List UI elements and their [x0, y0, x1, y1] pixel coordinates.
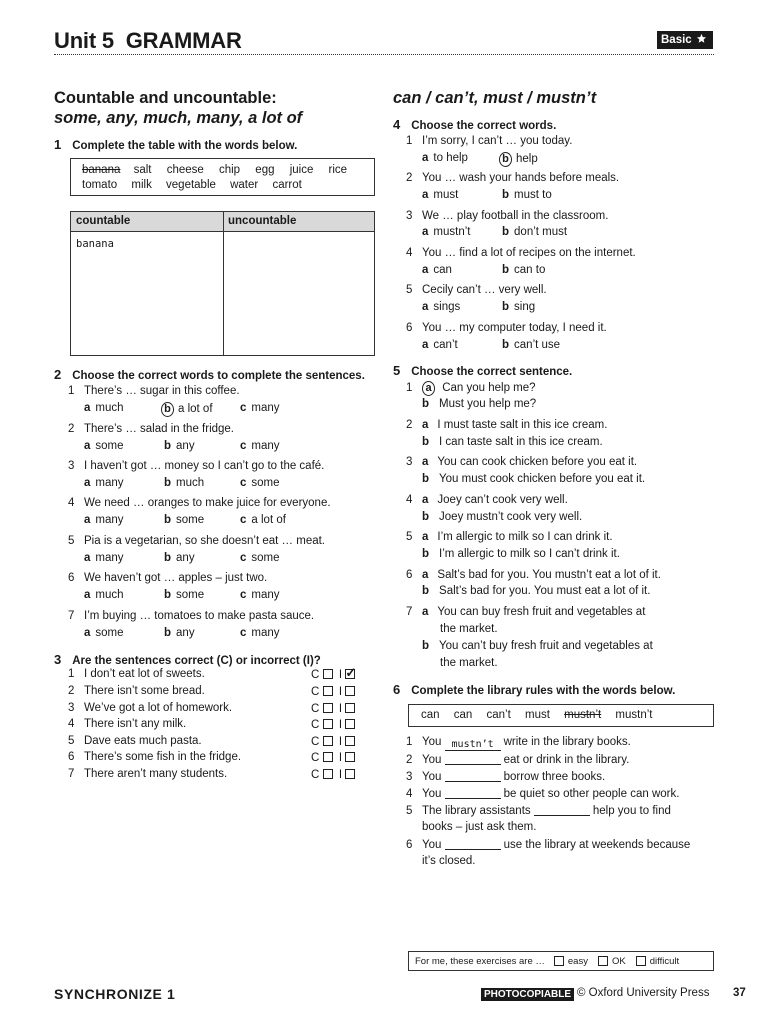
ex6-sentence: 1 You mustn’t write in the library books. [406, 736, 631, 750]
ex2-option-c[interactable]: c some [240, 552, 280, 564]
left-section-title: Countable and uncountable: [54, 89, 277, 107]
answer-blank[interactable] [445, 753, 501, 765]
word-item: tomato [82, 179, 118, 191]
word-item: can’t [486, 709, 511, 721]
ex3-sentence: 5 Dave eats much pasta. [68, 735, 202, 747]
ex2-option-b[interactable]: b some [164, 514, 205, 526]
ex4-option-a[interactable]: a can [422, 264, 452, 276]
checkbox[interactable] [636, 956, 646, 966]
ex5-option-a[interactable]: 7 a You can buy fresh fruit and vegetables at [406, 606, 646, 618]
ex2-option-c[interactable]: c many [240, 440, 280, 452]
star-icon [696, 33, 707, 47]
ex6-instruction: Complete the library rules with the words below. [411, 685, 676, 697]
word-item: juice [289, 164, 314, 176]
ex3-sentence: 2 There isn’t some bread. [68, 685, 205, 697]
ex5-option-b-cont: the market. [440, 657, 498, 669]
ex4-heading [393, 117, 556, 132]
level-label: Basic [661, 34, 692, 46]
checkbox-c[interactable] [323, 719, 333, 729]
ex6-heading [393, 682, 675, 697]
ex3-sentence: 4 There isn’t any milk. [68, 718, 187, 730]
ex1-table [70, 211, 375, 356]
ex4-instruction: Choose the correct words. [411, 120, 557, 132]
publisher-credit: © Oxford University Press [577, 987, 710, 999]
checkbox-i[interactable] [345, 719, 355, 729]
ex5-number: 5 [393, 363, 401, 378]
ex3-ci-checks: C I [311, 703, 355, 715]
ex2-option-b[interactable]: b much [164, 477, 205, 489]
ex2-option-c[interactable]: c many [240, 589, 280, 601]
ex5-option-a[interactable]: 5 a I’m allergic to milk so I can drink it. [406, 531, 613, 543]
ex4-number: 4 [393, 117, 401, 132]
ex3-ci-checks: C I [311, 686, 355, 698]
ex2-option-c[interactable]: c some [240, 477, 280, 489]
ex2-option-b[interactable]: b any [164, 552, 195, 564]
answer-blank[interactable] [534, 804, 590, 816]
checkbox-c[interactable] [323, 736, 333, 746]
ex5-option-a-cont: the market. [440, 623, 498, 635]
ex4-question: 5 Cecily can’t … very well. [406, 284, 547, 296]
ex4-question: 4 You … find a lot of recipes on the internet. [406, 247, 636, 259]
ex4-option-b[interactable]: b don’t must [502, 226, 568, 238]
ex6-sentence: 2 You eat or drink in the library. [406, 754, 630, 766]
ex2-heading [54, 367, 365, 382]
table-header-countable: countable [71, 212, 223, 232]
ex6-sentence: 3 You borrow three books. [406, 771, 606, 783]
feedback-option-easy[interactable]: easy [554, 956, 588, 967]
checkbox[interactable] [598, 956, 608, 966]
word-item: egg [255, 164, 275, 176]
word-item: vegetable [166, 179, 216, 191]
word-item: mustn’t [564, 709, 602, 721]
ex5-instruction: Choose the correct sentence. [411, 366, 573, 378]
checkbox-i[interactable] [345, 736, 355, 746]
ex6-sentence: 4 You be quiet so other people can work. [406, 788, 680, 800]
word-item: carrot [272, 179, 302, 191]
ex2-question: 5 Pia is a vegetarian, so she doesn’t eat … meat. [68, 535, 325, 547]
checkbox-i[interactable] [345, 703, 355, 713]
feedback-option-ok[interactable]: OK [598, 956, 626, 967]
ex4-option-b[interactable]: b can’t use [502, 339, 561, 351]
ex4-question: 3 We … play football in the classroom. [406, 210, 609, 222]
ex1-words-row2 [82, 179, 302, 191]
ex2-option-a[interactable]: a many [84, 514, 124, 526]
ex2-option-b[interactable]: b a lot of [161, 402, 213, 417]
left-section-subtitle: some, any, much, many, a lot of [54, 109, 303, 127]
ex5-option-a[interactable]: 3 a You can cook chicken before you eat it. [406, 456, 638, 468]
checkbox-c[interactable] [323, 703, 333, 713]
ex3-instruction: Are the sentences correct (C) or incorrect (I)? [72, 655, 321, 667]
ex4-option-a[interactable]: a sings [422, 301, 461, 313]
ex2-option-c[interactable]: c many [240, 627, 280, 639]
checkbox-c[interactable] [323, 669, 333, 679]
checkbox[interactable] [554, 956, 564, 966]
ex4-option-a[interactable]: a can’t [422, 339, 458, 351]
checkbox-i[interactable] [345, 686, 355, 696]
word-item: banana [82, 164, 121, 176]
ex3-number: 3 [54, 652, 62, 667]
ex4-question: 2 You … wash your hands before meals. [406, 172, 620, 184]
ex3-sentence: 3 We’ve got a lot of homework. [68, 702, 233, 714]
answer-blank[interactable] [445, 838, 501, 850]
ex4-option-b[interactable]: b can to [502, 264, 546, 276]
ex5-option-a[interactable]: 6 a Salt’s bad for you. You mustn’t eat a lot of it. [406, 569, 661, 581]
ex5-option-b[interactable]: b Joey mustn’t cook very well. [422, 511, 583, 523]
ex2-question: 4 We need … oranges to make juice for everyone. [68, 497, 331, 509]
answer-blank[interactable]: mustn’t [445, 739, 501, 751]
synchronize-logo: SYNCHRONIZE 1 [54, 986, 176, 1002]
ex5-option-a[interactable]: 4 a Joey can’t cook very well. [406, 494, 568, 506]
ex3-sentence: 7 There aren’t many students. [68, 768, 228, 780]
word-item: chip [218, 164, 241, 176]
header-divider [54, 54, 714, 55]
answer-circle: b [499, 152, 512, 167]
ex5-option-b[interactable]: b Salt’s bad for you. You must eat a lot of it. [422, 585, 651, 597]
ex4-question: 1 I’m sorry, I can’t … you today. [406, 135, 573, 147]
ex2-question: 2 There’s … salad in the fridge. [68, 423, 235, 435]
ex1-word-box [70, 158, 375, 196]
ex3-ci-checks: C I [311, 719, 355, 731]
ex4-option-a[interactable]: a must [422, 189, 459, 201]
ex2-option-b[interactable]: b some [164, 589, 205, 601]
unit-title [54, 28, 242, 54]
word-item: milk [131, 179, 152, 191]
ex2-question: 6 We haven’t got … apples – just two. [68, 572, 268, 584]
word-item: salt [133, 164, 152, 176]
ex2-option-a[interactable]: a some [84, 627, 124, 639]
ex1-number: 1 [54, 137, 62, 152]
ex6-number: 6 [393, 682, 401, 697]
checkbox-i[interactable] [345, 752, 355, 762]
checkbox-c[interactable] [323, 769, 333, 779]
ex2-option-c[interactable]: c a lot of [240, 514, 286, 526]
word-item: water [230, 179, 259, 191]
section-label: GRAMMAR [125, 28, 242, 53]
ex4-option-b[interactable]: b must to [502, 189, 552, 201]
table-divider [223, 212, 224, 355]
checkbox-i[interactable] [345, 665, 357, 680]
ex6-sentence: 6 You use the library at weekends because [406, 839, 691, 851]
ex2-question: 1 There’s … sugar in this coffee. [68, 385, 240, 397]
ex2-question: 7 I’m buying … tomatoes to make pasta sauce. [68, 610, 315, 622]
ex5-option-a[interactable]: 2 a I must taste salt in this ice cream. [406, 419, 608, 431]
ex1-words-row1 [82, 164, 347, 176]
word-item: must [525, 709, 550, 721]
ex5-option-b[interactable]: b I’m allergic to milk so I can’t drink it. [422, 548, 620, 560]
word-item: rice [328, 164, 348, 176]
table-example-entry: banana [76, 238, 114, 250]
right-section-title: can / can’t, must / mustn’t [393, 89, 597, 107]
ex6-sentence-cont: it’s closed. [422, 855, 476, 867]
checkbox-c[interactable] [323, 752, 333, 762]
ex4-option-b[interactable]: b help [499, 152, 538, 167]
ex2-question: 3 I haven’t got … money so I can’t go to the café. [68, 460, 325, 472]
ex4-option-a[interactable]: a to help [422, 152, 468, 164]
tick-mark-icon: ✓ [345, 665, 357, 680]
ex6-sentence: 5 The library assistants help you to find [406, 805, 671, 817]
ex5-option-a[interactable]: 1 a Can you help me? [406, 382, 536, 394]
answer-circle: b [161, 402, 174, 417]
ex2-number: 2 [54, 367, 62, 382]
answer-circle: a [422, 381, 435, 396]
ex2-instruction: Choose the correct words to complete the sentences. [72, 370, 365, 382]
ex4-option-a[interactable]: a mustn’t [422, 226, 471, 238]
unit-label: Unit 5 [54, 28, 114, 53]
table-header-uncountable: uncountable [223, 212, 374, 232]
ex2-option-b[interactable]: b any [164, 440, 195, 452]
answer-blank[interactable] [445, 787, 501, 799]
checkbox-i[interactable] [345, 769, 355, 779]
photocopiable-label: PHOTOCOPIABLE [481, 988, 574, 1001]
ex4-option-b[interactable]: b sing [502, 301, 536, 313]
ex5-option-b[interactable]: b You can’t buy fresh fruit and vegetables at [422, 640, 653, 652]
feedback-box [408, 951, 714, 971]
ex4-question: 6 You … my computer today, I need it. [406, 322, 607, 334]
ex2-option-a[interactable]: a many [84, 477, 124, 489]
ex2-option-a[interactable]: a many [84, 552, 124, 564]
feedback-option-difficult[interactable]: difficult [636, 956, 679, 967]
ex6-words [421, 709, 652, 721]
page-number: 37 [733, 987, 746, 999]
ex2-option-a[interactable]: a much [84, 402, 124, 414]
ex2-option-b[interactable]: b any [164, 627, 195, 639]
level-badge [657, 31, 713, 49]
ex2-option-c[interactable]: c many [240, 402, 280, 414]
ex3-sentence: 6 There’s some fish in the fridge. [68, 751, 242, 763]
ex1-heading [54, 137, 297, 152]
word-item: cheese [166, 164, 204, 176]
answer-blank[interactable] [445, 770, 501, 782]
word-item: can [421, 709, 440, 721]
ex5-heading [393, 363, 572, 378]
ex3-sentence: 1 I don’t eat lot of sweets. [68, 668, 205, 680]
ex5-option-b[interactable]: b I can taste salt in this ice cream. [422, 436, 603, 448]
checkbox-c[interactable] [323, 686, 333, 696]
ex3-ci-checks: C I [311, 769, 355, 781]
ex6-sentence-cont: books – just ask them. [422, 821, 537, 833]
word-item: mustn’t [615, 709, 653, 721]
feedback-label: For me, these exercises are … [415, 955, 545, 967]
ex1-instruction: Complete the table with the words below. [72, 140, 298, 152]
ex3-ci-checks: C I [311, 736, 355, 748]
ex2-option-a[interactable]: a some [84, 440, 124, 452]
ex6-word-box [408, 704, 714, 727]
ex3-heading [54, 652, 321, 667]
ex5-option-b[interactable]: b You must cook chicken before you eat it. [422, 473, 646, 485]
ex2-option-a[interactable]: a much [84, 589, 124, 601]
ex5-option-b[interactable]: b Must you help me? [422, 398, 537, 410]
word-item: can [453, 709, 473, 721]
ex3-ci-checks: C I ✓ [311, 665, 357, 681]
ex3-ci-checks: C I [311, 752, 355, 764]
